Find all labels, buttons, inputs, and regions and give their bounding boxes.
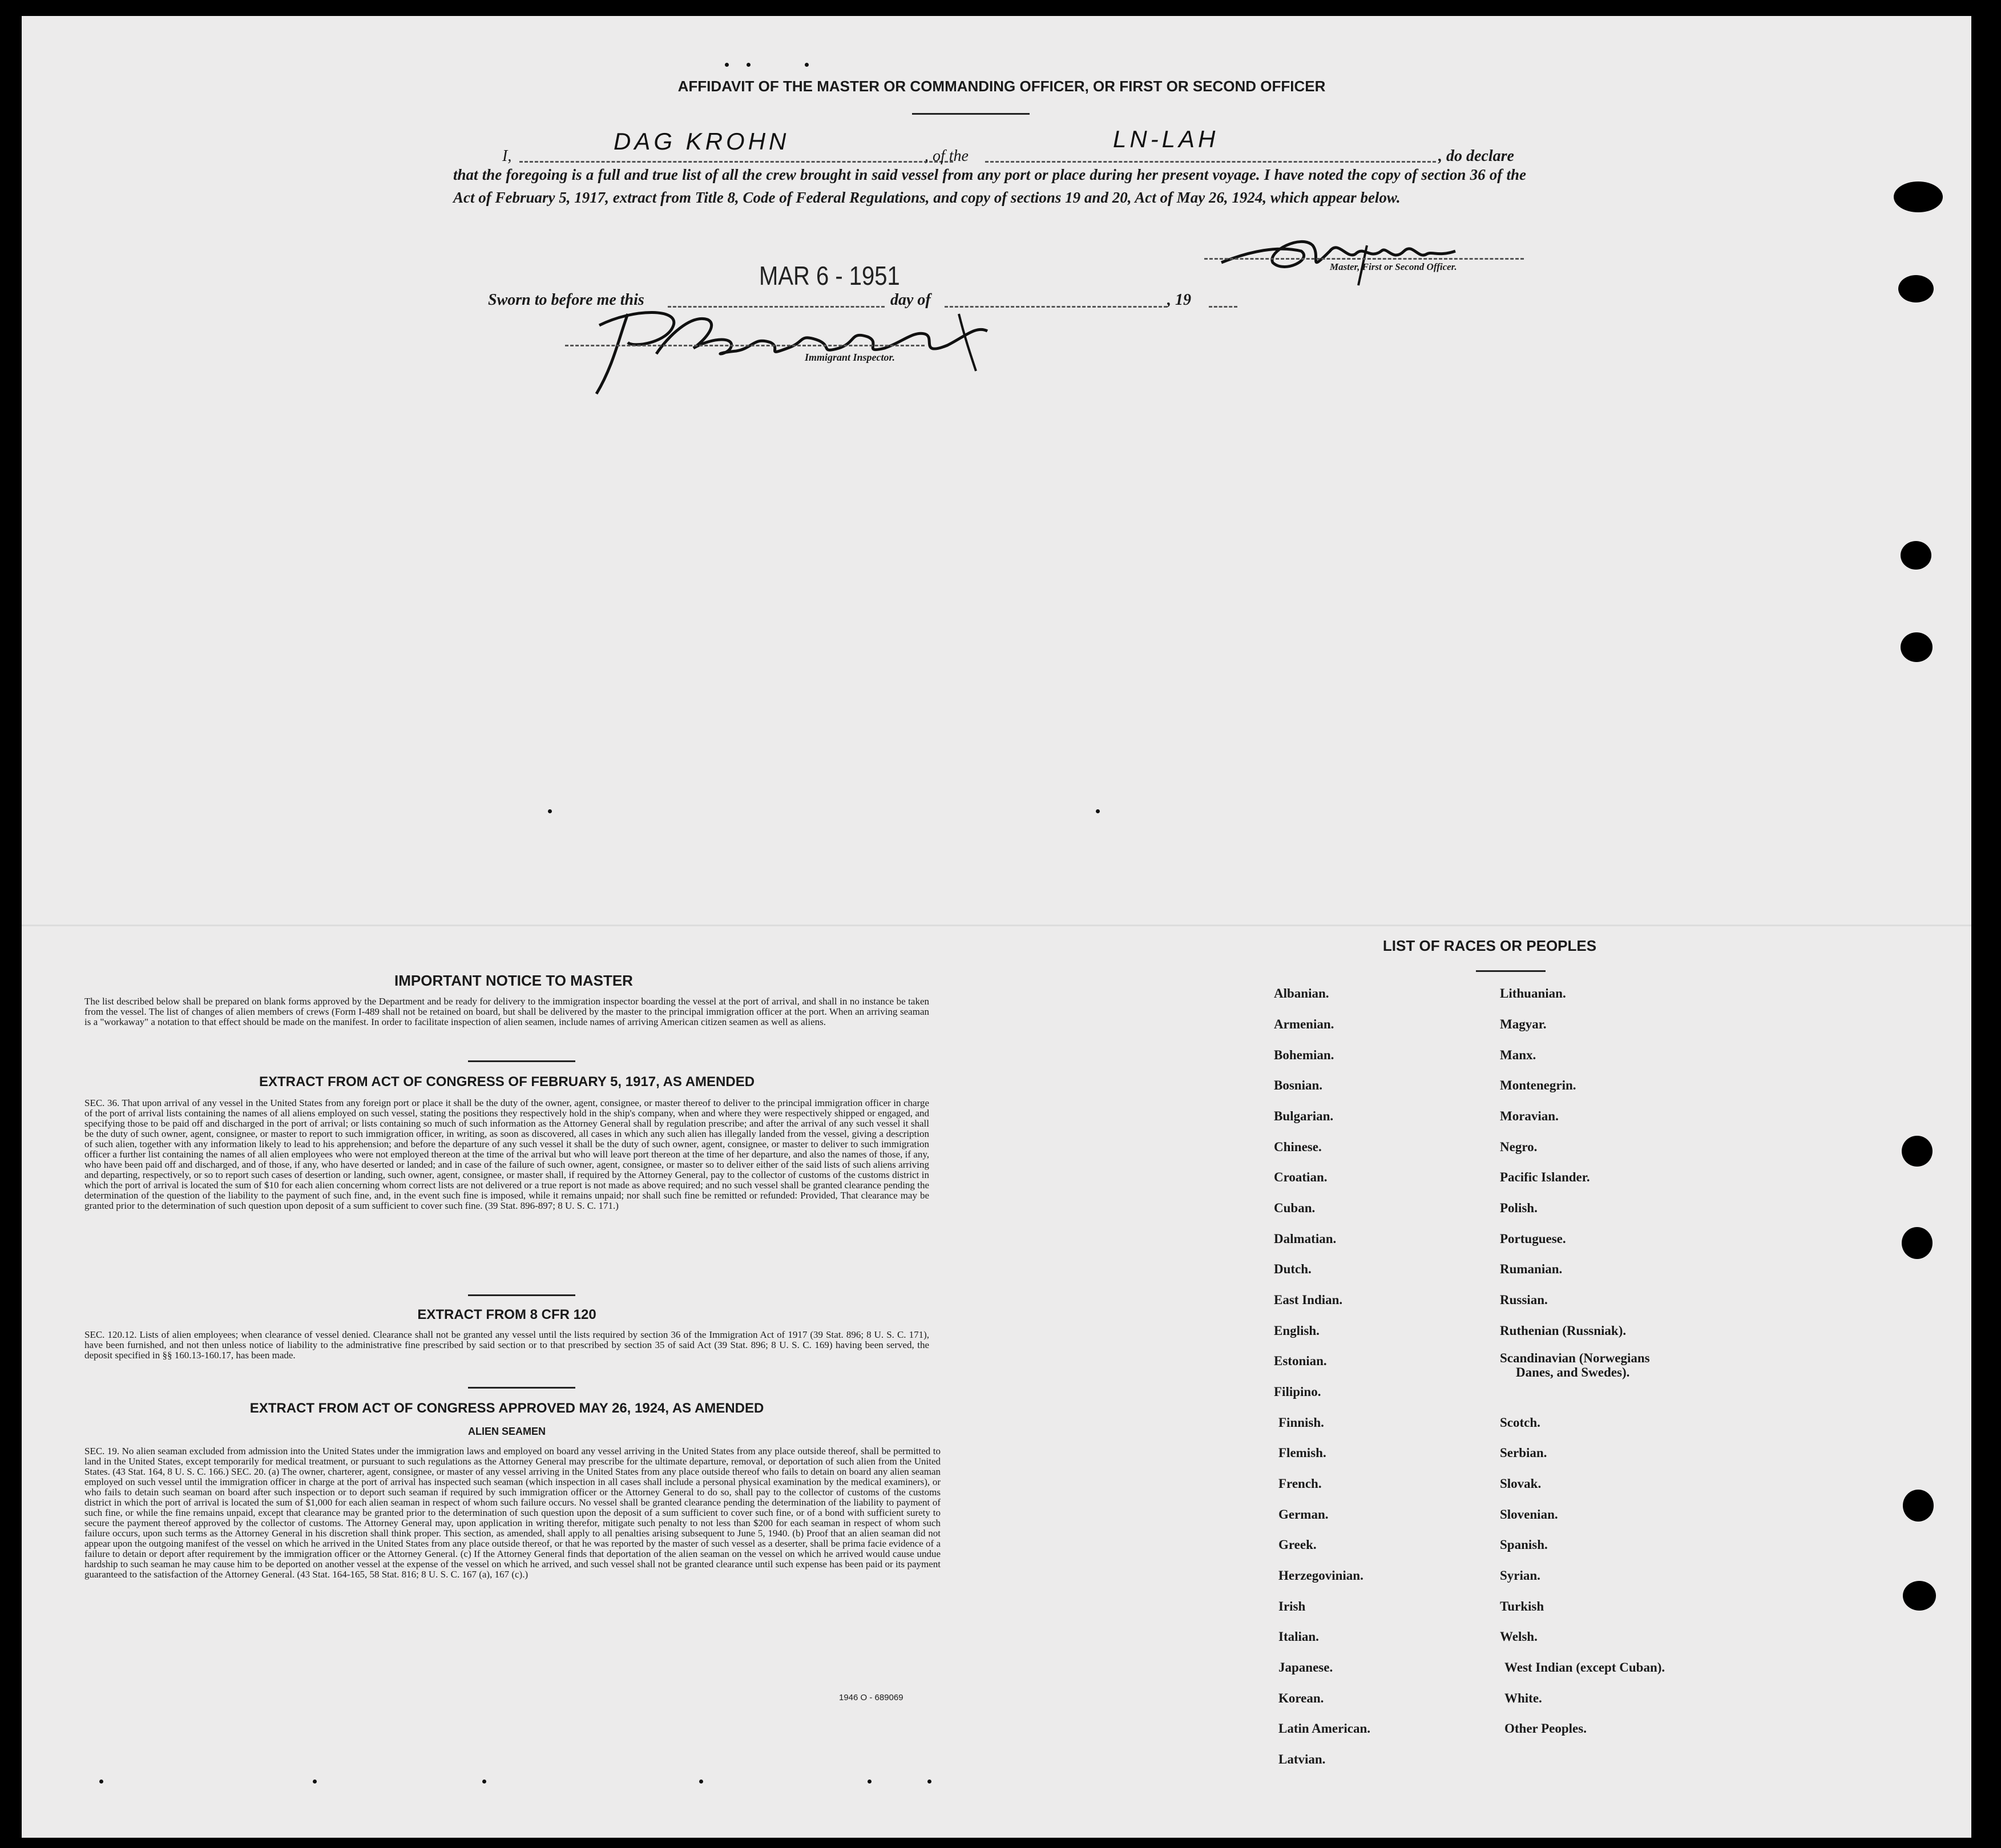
- race-item: Danes, and Swedes).: [1516, 1365, 1630, 1379]
- notice-rule: [468, 1060, 575, 1062]
- race-item: Albanian.: [1274, 986, 1329, 1000]
- race-item: Bulgarian.: [1274, 1109, 1334, 1123]
- notice-text: The list described below shall be prepared on blank forms approved by the Department and be ready for delivery to the immigration inspector boarding the vessel at the port of arrival, and shall in no instance be taken from the vessel. The list of changes of alien members of crews (Form I-489 shall not be retained on board, but shall be delivered by the master to the principal immigration officer at the port. When an arriving seaman is a "workaway" a notation to that effect should be made on the manifest. In order to facilitate inspection of alien seamen, include names of arriving American citizen seamen as well as aliens.: [84, 996, 929, 1027]
- race-item: Cuban.: [1274, 1201, 1316, 1215]
- race-item: Latin American.: [1278, 1721, 1370, 1736]
- of-the-label: , of the: [925, 147, 969, 165]
- ink-dot: [313, 1780, 317, 1784]
- race-item: Spanish.: [1500, 1538, 1548, 1552]
- name-line: [519, 161, 953, 163]
- punch-hole: [1902, 1227, 1933, 1259]
- notice-title: IMPORTANT NOTICE TO MASTER: [394, 972, 633, 989]
- race-item: Manx.: [1500, 1048, 1536, 1062]
- extract-1917-title: EXTRACT FROM ACT OF CONGRESS OF FEBRUARY 5, 1917, AS AMENDED: [259, 1074, 755, 1090]
- race-item: Italian.: [1278, 1629, 1319, 1644]
- race-item: French.: [1278, 1476, 1322, 1491]
- punch-hole: [1894, 181, 1943, 212]
- race-item: Armenian.: [1274, 1017, 1334, 1031]
- ink-dot: [868, 1780, 872, 1784]
- vessel-line: [985, 161, 1436, 163]
- print-code: 1946 O - 689069: [839, 1693, 903, 1702]
- race-item: Dalmatian.: [1274, 1232, 1337, 1246]
- extract-8cfr-text: SEC. 120.12. Lists of alien employees; when clearance of vessel denied. Clearance shall not be granted any vessel until the lists required by section 36 of the Immigration Act of 1917 (39 Stat. 896; 8 U. S. C. 171), have been furnished, and not then unless notice of liability to the administrative fine prescribed by said section or to that prescribed by section 35 of said Act (39 Stat. 896; 8 U. S. C. 169) having been served, the deposit specified in §§ 160.13-160.17, has been made.: [84, 1329, 929, 1361]
- master-name: DAG KROHN: [614, 128, 790, 155]
- race-item: Croatian.: [1274, 1170, 1328, 1184]
- race-item: Irish: [1278, 1599, 1306, 1613]
- extract-1924-title: EXTRACT FROM ACT OF CONGRESS APPROVED MAY 26, 1924, AS AMENDED: [249, 1401, 764, 1416]
- year-label: , 19: [1167, 291, 1191, 309]
- year-line: [1209, 306, 1237, 308]
- vessel-name: LN-LAH: [1113, 126, 1219, 152]
- race-item: Scandinavian (Norwegians: [1500, 1351, 1650, 1365]
- extract-1917-rule: [468, 1294, 575, 1296]
- race-item: Latvian.: [1278, 1752, 1326, 1766]
- ink-dot: [725, 63, 729, 67]
- extract-8cfr-title: EXTRACT FROM 8 CFR 120: [417, 1307, 596, 1322]
- title-rule: [912, 113, 1030, 115]
- race-item: Chinese.: [1274, 1140, 1322, 1154]
- race-item: Pacific Islander.: [1500, 1170, 1590, 1184]
- declare-label: , do declare: [1438, 147, 1514, 165]
- race-item: Scotch.: [1500, 1415, 1540, 1430]
- day-of-label: day of: [890, 291, 931, 309]
- punch-hole: [1898, 275, 1934, 302]
- date-stamp: MAR 6 - 1951: [759, 261, 900, 291]
- race-item: Rumanian.: [1500, 1262, 1563, 1276]
- ink-dot: [747, 63, 751, 67]
- race-item: Bosnian.: [1274, 1078, 1323, 1092]
- race-item: Negro.: [1500, 1140, 1538, 1154]
- punch-hole: [1902, 1136, 1933, 1167]
- affidavit-title: AFFIDAVIT OF THE MASTER OR COMMANDING OFFICER, OR FIRST OR SECOND OFFICER: [677, 78, 1326, 95]
- ink-dot: [548, 809, 552, 813]
- page-fold: [22, 925, 1971, 926]
- race-item: Magyar.: [1500, 1017, 1547, 1031]
- race-item: German.: [1278, 1507, 1329, 1522]
- race-item: Dutch.: [1274, 1262, 1312, 1276]
- race-item: Other Peoples.: [1504, 1721, 1587, 1736]
- extract-1924-text: SEC. 19. No alien seaman excluded from admission into the United States under the immigration laws and employed on board any vessel arriving in the United States from any place outside thereof, shall be permitted to land in the United States, except temporarily for medical treatment, or pursuant to such regulations as the Attorney General may prescribe for the ultimate departure, removal, or deportation of such alien from the United States. (43 Stat. 164, 8 U. S. C. 166.) SEC. 20. (a) The owner, charterer, agent, consignee, or master of any vessel arriving in the United States from any place outside thereof who fails to detain on board any alien seaman employed on such vessel until the immigration officer in charge at the port of arrival has inspected such seaman (which inspection in all cases shall include a personal physical examination by the medical examiners), or who fails to detain such seaman on board after such inspection or to deport such seaman if required by such immigration officer or the Attorney General to do so, shall pay to the collector of customs of the customs district in which the port of arrival is located the sum of $1,000 for each alien seaman in respect of whom such failure occurs. No vessel shall be granted clearance pending the determination of the liability to payment of such fine, or while the fine remains unpaid, except that clearance may be granted prior to the determination of such question upon the deposit of a sum sufficient to cover such fine, or of a bond with sufficient surety to secure the payment thereof approved by the collector of customs. The Attorney General may, upon application in writing therefor, mitigate such penalty to not less than $200 for each seaman in respect of whom such failure occurs, upon such terms as the Attorney General in his discretion shall think proper. This section, as amended, shall apply to all penalties arising subsequent to June 5, 1940. (b) Proof that an alien seaman did not appear upon the outgoing manifest of the vessel on which he arrived in the United States from any place outside thereof, or that he was reported by the master of such vessel as a deserter, shall be prima facie evidence of a failure to detain or deport after requirement by the immigration officer or the Attorney General. (c) If the Attorney General finds that deportation of the alien seaman on the vessel on which he arrived would cause undue hardship to such seaman he may cause him to be deported on another vessel at the expense of the vessel on which he arrived, and such vessel shall not be granted clearance until such expense has been paid or its payment guaranteed to the satisfaction of the Attorney General. (43 Stat. 164-165, 58 Stat. 816; 8 U. S. C. 167 (a), 167 (c).): [84, 1446, 941, 1580]
- race-item: West Indian (except Cuban).: [1504, 1660, 1665, 1675]
- race-item: Welsh.: [1500, 1629, 1538, 1644]
- race-item: Bohemian.: [1274, 1048, 1334, 1062]
- i-label: I,: [502, 147, 512, 165]
- race-item: Montenegrin.: [1500, 1078, 1576, 1092]
- race-item: Lithuanian.: [1500, 986, 1566, 1000]
- race-item: Russian.: [1500, 1293, 1548, 1307]
- race-item: Herzegovinian.: [1278, 1568, 1363, 1583]
- punch-hole: [1903, 1490, 1934, 1522]
- master-signature-line: [1204, 258, 1524, 260]
- race-item: Serbian.: [1500, 1446, 1547, 1460]
- race-item: Moravian.: [1500, 1109, 1559, 1123]
- extract-1924-subtitle: ALIEN SEAMEN: [467, 1426, 546, 1437]
- race-item: Portuguese.: [1500, 1232, 1566, 1246]
- race-item: Japanese.: [1278, 1660, 1333, 1675]
- ink-dot: [1096, 809, 1100, 813]
- inspector-signature-line: [565, 345, 925, 346]
- master-signature-caption: Master, First or Second Officer.: [1330, 261, 1457, 272]
- race-item: East Indian.: [1274, 1293, 1343, 1307]
- inspector-caption: Immigrant Inspector.: [805, 352, 895, 363]
- race-item: Ruthenian (Russniak).: [1500, 1324, 1627, 1338]
- master-signature: [1216, 228, 1467, 291]
- race-item: Turkish: [1500, 1599, 1544, 1613]
- race-item: Slovak.: [1500, 1476, 1542, 1491]
- race-item: Finnish.: [1278, 1415, 1324, 1430]
- race-item: Flemish.: [1278, 1446, 1326, 1460]
- ink-dot: [699, 1780, 703, 1784]
- race-item: Slovenian.: [1500, 1507, 1558, 1522]
- ink-dot: [99, 1780, 103, 1784]
- extract-1917-text: SEC. 36. That upon arrival of any vessel in the United States from any foreign port or place it shall be the duty of the owner, agent, consignee, or master thereof to deliver to the principal immigration officer in charge of the port of arrival lists containing the names of all aliens employed on such vessel, stating the positions they respectively hold in the ship's company, when and where they were respectively shipped or engaged, and specifying those to be paid off and discharged in the port of arrival; or lists containing so much of such information as the Attorney General shall by regulation prescribe; and after the arrival of any such vessel it shall be the duty of such owner, agent, consignee, or master to report to such immigration officer, in writing, as soon as discovered, all cases in which any such alien has illegally landed from the vessel, giving a description of such alien, together with any information likely to lead to his apprehension; and before the departure of any such vessel it shall be the duty of such owner, agent, consignee, or master to deliver to such immigration officer a further list containing the names of all alien employees who were not employed thereon at the time of the arrival but who will leave port thereon at the time of her departure, and also the names of those, if any, who have been paid off and discharged, and of those, if any, who have deserted or landed; and in case of the failure of such owner, agent, consignee, or master so to deliver either of the said lists of such aliens arriving and departing, respectively, or so to report such cases of desertion or landing, such owner, agent, consignee, or master shall, if required by the Attorney General, pay to the collector of customs of the customs district in which the port of arrival is located the sum of $10 for each alien concerning whom correct lists are not delivered or a true report is not made as above required; and no such vessel shall be granted clearance pending the determination of the question of the liability to the payment of such fine, and, in the event such fine is imposed, while it remains unpaid; nor shall such fine be remitted or refunded: Provided, That clearance may be granted prior to the determination of such question upon deposit of a sum sufficient to cover such fine. (39 Stat. 896-897; 8 U. S. C. 171.): [84, 1097, 929, 1211]
- extract-8cfr-rule: [468, 1387, 575, 1389]
- race-item: Polish.: [1500, 1201, 1538, 1215]
- punch-hole: [1901, 632, 1933, 662]
- sworn-label: Sworn to before me this: [488, 291, 644, 309]
- race-item: White.: [1504, 1691, 1542, 1705]
- races-title: LIST OF RACES OR PEOPLES: [1382, 937, 1597, 954]
- race-item: English.: [1274, 1324, 1320, 1338]
- races-rule: [1476, 970, 1546, 972]
- race-item: Syrian.: [1500, 1568, 1540, 1583]
- ink-dot: [927, 1780, 931, 1784]
- affidavit-body: that the foregoing is a full and true list of all the crew brought in said vessel from any port or place during her present voyage. I have noted the copy of section 36 of the Act of February 5, 1917, extract from Title 8, Code of Federal Regulations, and copy of sections 19 and 20, Act of May 26, 1924, which appear below.: [453, 166, 1526, 206]
- punch-hole: [1903, 1581, 1936, 1611]
- punch-hole: [1901, 541, 1931, 570]
- race-item: Estonian.: [1274, 1354, 1327, 1368]
- inspector-signature: [565, 302, 1022, 400]
- race-item: Filipino.: [1274, 1385, 1321, 1399]
- race-item: Korean.: [1278, 1691, 1324, 1705]
- race-item: Greek.: [1278, 1538, 1317, 1552]
- ink-dot: [805, 63, 809, 67]
- ink-dot: [482, 1780, 486, 1784]
